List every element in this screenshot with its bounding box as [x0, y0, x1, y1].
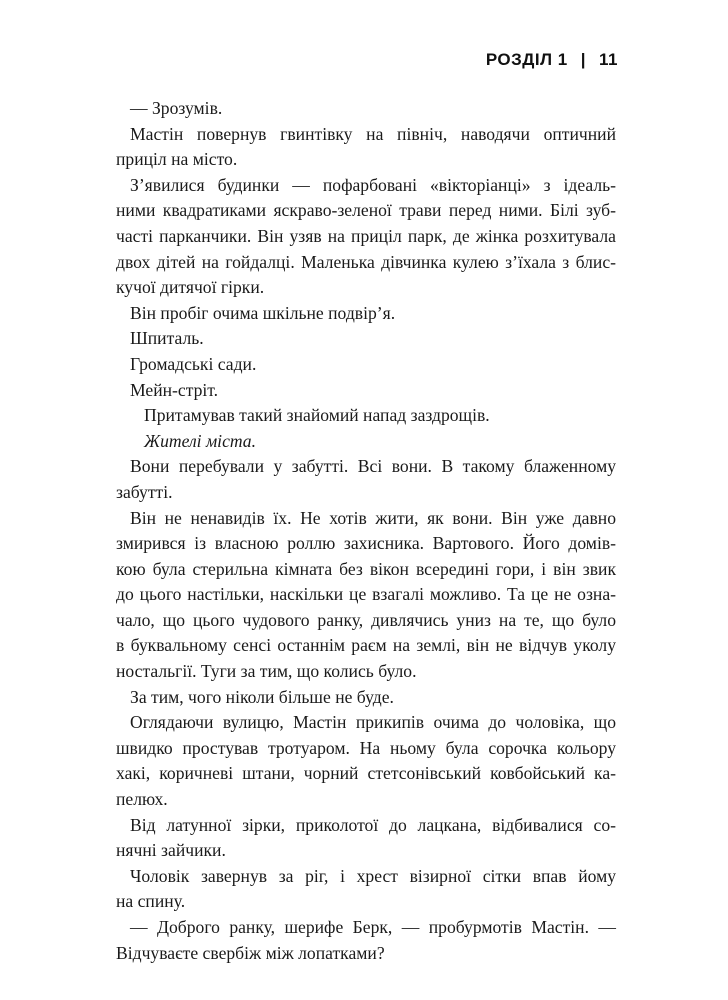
text-line: Мейн-стріт.	[130, 379, 219, 400]
text-line: швидко простував тротуаром. На ньому була сорочка кольору	[116, 737, 616, 758]
text-line: Він пробіг очима шкільне подвір’я.	[130, 302, 396, 323]
text-line: до цього настільки, наскільки це взагалі можливо. Та це не озна-	[116, 584, 616, 605]
body-text	[116, 96, 616, 966]
paragraph	[116, 301, 616, 327]
text-line: Притамував такий знайомий напад заздрощів.	[144, 405, 490, 426]
text-line: чало, що цього чудового ранку, дивлячись униз на те, що було	[116, 609, 616, 630]
text-line: змирився із власною роллю захисника. Вартового. Його домів-	[116, 533, 616, 554]
text-line: часті парканчики. Він узяв на приціл парк, де жінка розхитувала	[116, 225, 616, 246]
text-line: Шпиталь.	[130, 328, 204, 349]
paragraph	[116, 352, 616, 378]
text-line: забутті.	[116, 481, 173, 502]
paragraph	[116, 454, 616, 505]
text-line: в буквальному сенсі останнім раєм на землі, він не відчув уколу	[116, 635, 616, 656]
paragraph	[116, 429, 616, 455]
text-line: кою була стерильна кімната без вікон всередині гори, і він звик	[116, 558, 616, 579]
text-line: Вони перебували у забутті. Всі вони. В такому блаженному	[130, 456, 616, 477]
text-line: двох дітей на гойдалці. Маленька дівчинка кулею з’їхала з блис-	[116, 251, 616, 272]
text-line: приціл на місто.	[116, 149, 238, 170]
text-line: ними квадратиками яскраво-зеленої трави перед ними. Білі зуб-	[116, 200, 616, 221]
text-line: на спину.	[116, 891, 186, 912]
text-line: Громадські сади.	[130, 353, 257, 374]
paragraph	[116, 506, 616, 685]
text-line: пелюх.	[116, 789, 168, 810]
paragraph	[116, 864, 616, 915]
text-line: нячні зайчики.	[116, 840, 226, 861]
text-line: З’явилися будинки — пофарбовані «вікторіанці» з ідеаль-	[130, 174, 616, 195]
paragraph	[116, 173, 616, 301]
text-line: кучої дитячої гірки.	[116, 277, 265, 298]
paragraph	[116, 710, 616, 812]
page-number: 11	[599, 50, 618, 69]
running-header	[486, 50, 618, 70]
paragraph	[116, 96, 616, 122]
paragraph	[116, 403, 616, 429]
text-line: Жителі міста.	[144, 430, 256, 451]
text-line: хакі, коричневі штани, чорний стетсонівський ковбойський ка-	[116, 763, 616, 784]
text-line: Оглядаючи вулицю, Мастін прикипів очима до чоловіка, що	[130, 712, 616, 733]
text-line: За тим, чого ніколи більше не буде.	[130, 686, 394, 707]
paragraph	[116, 685, 616, 711]
text-line: ностальгії. Туги за тим, що колись було.	[116, 661, 417, 682]
paragraph	[116, 378, 616, 404]
chapter-title: РОЗДІЛ 1	[485, 50, 568, 69]
text-line: Мастін повернув гвинтівку на північ, наводячи оптичний	[130, 123, 616, 144]
text-line: — Зрозумів.	[130, 98, 223, 118]
text-line: Від латунної зірки, приколотої до лацкана, відбивалися со-	[130, 814, 616, 835]
paragraph	[116, 326, 616, 352]
paragraph	[116, 915, 616, 966]
header-separator: |	[580, 50, 587, 69]
paragraph	[116, 122, 616, 173]
text-line: Він не ненавидів їх. Не хотів жити, як вони. Він уже давно	[130, 507, 616, 528]
paragraph	[116, 813, 616, 864]
text-line: Чоловік завернув за ріг, і хрест візирної сітки впав йому	[130, 865, 616, 886]
text-line: — Доброго ранку, шерифе Берк, — пробурмотів Мастін. —	[130, 917, 616, 937]
text-line: Відчуваєте свербіж між лопатками?	[116, 942, 385, 963]
